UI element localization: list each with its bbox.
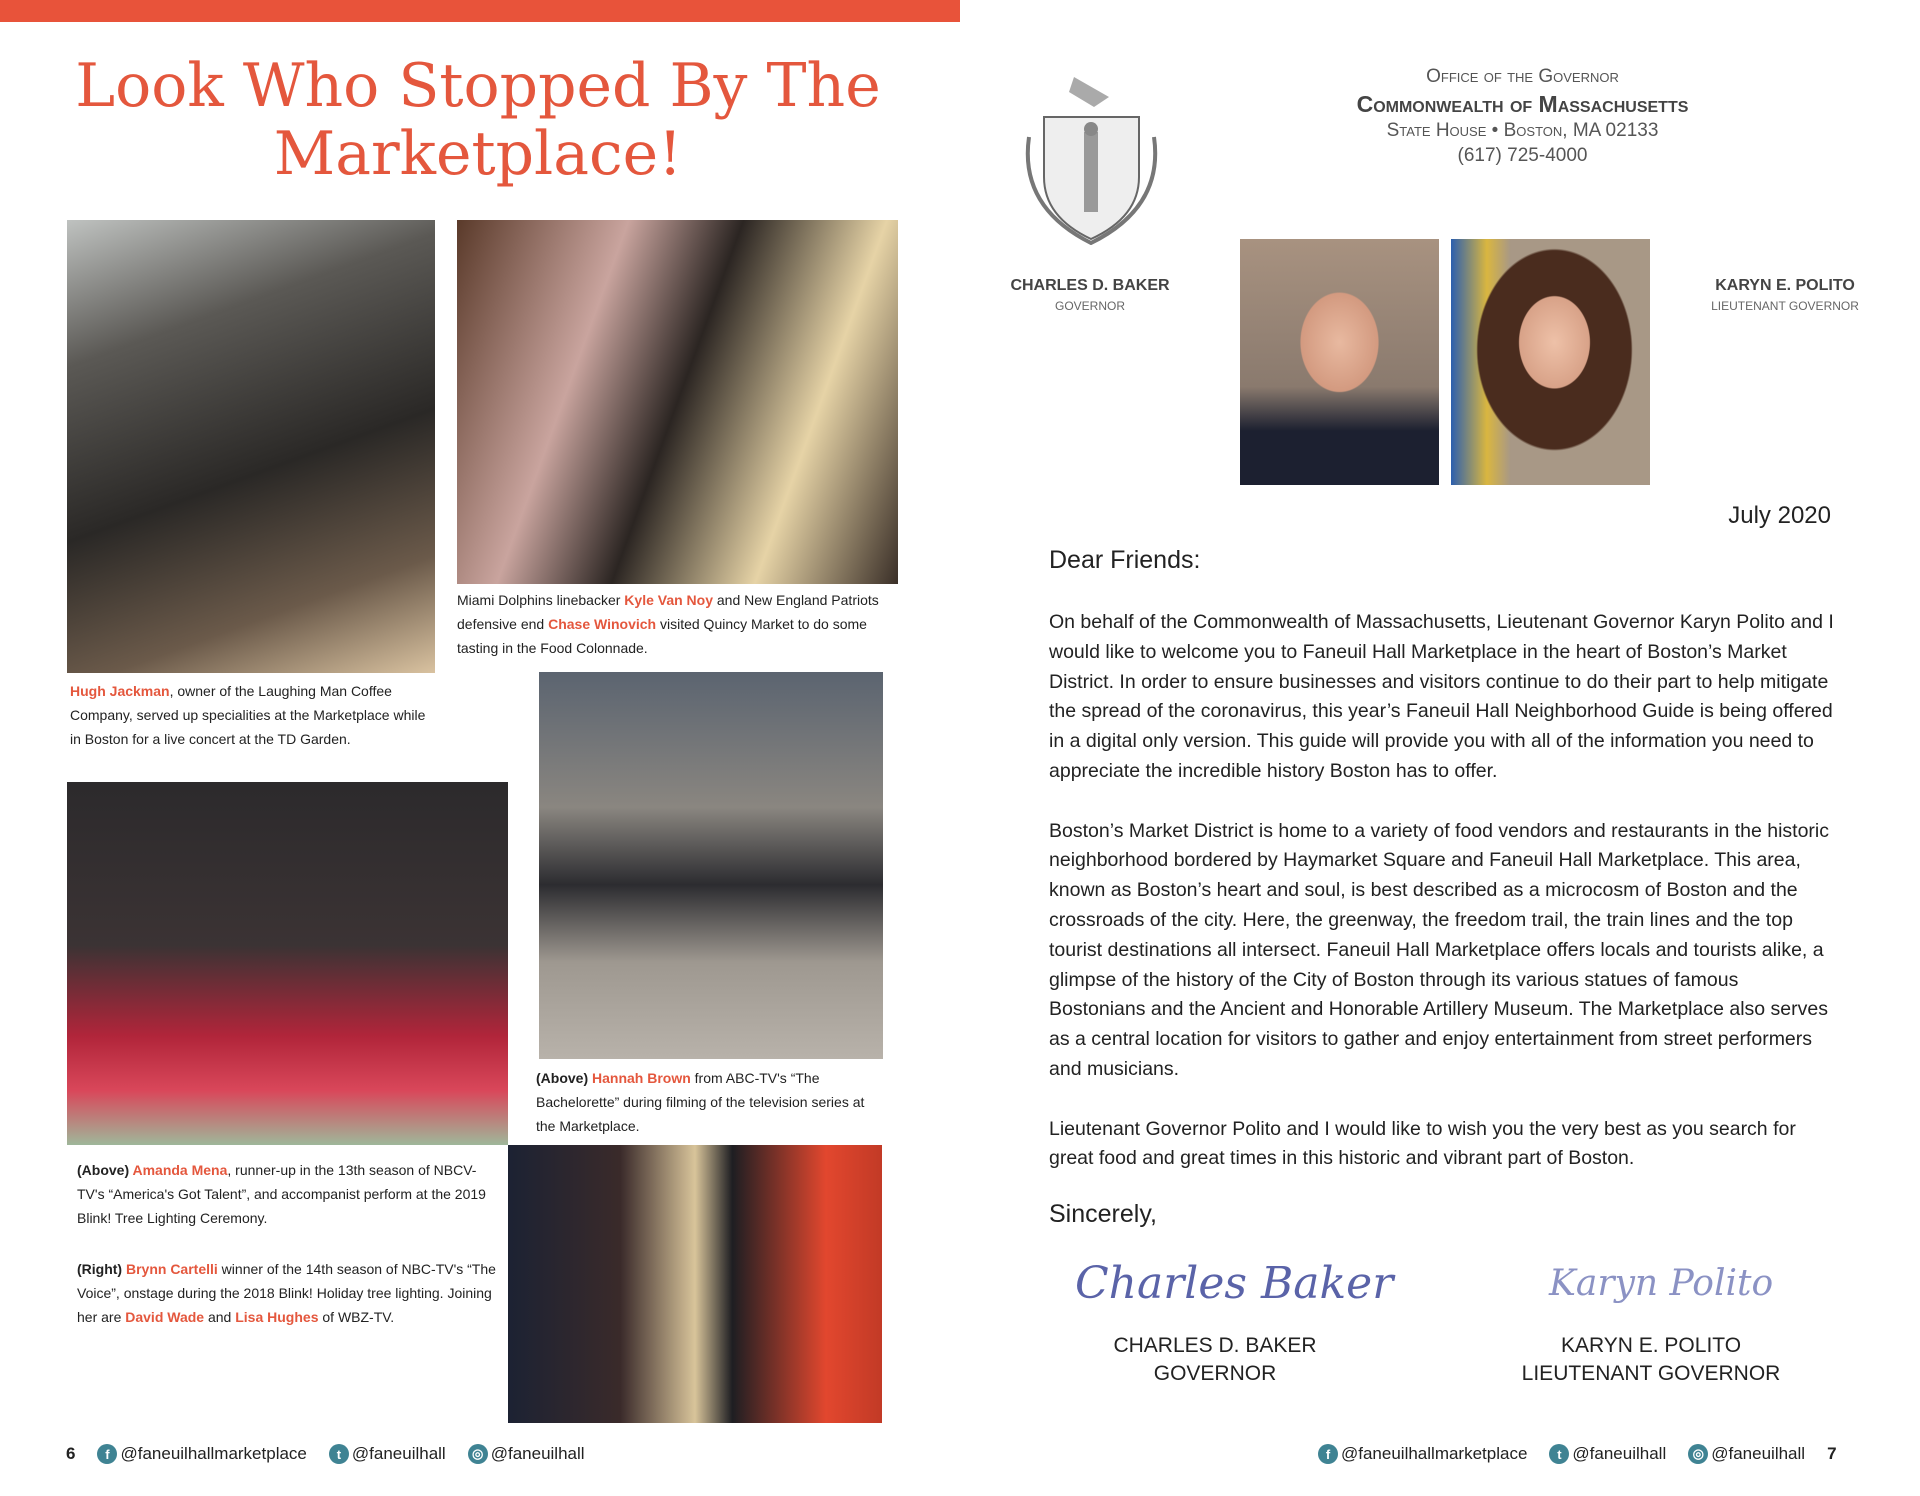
letter-date: July 2020 — [1728, 502, 1831, 529]
signer-baker: CHARLES D. BAKER GOVERNOR — [1113, 1333, 1317, 1385]
caption-brynn-cartelli: (Right) Brynn Cartelli winner of the 14th season of NBC-TV's “The Voice”, onstage during the 2018 Blink! Holiday tree lighting. Joining her are David Wade and Lisa Hughes of WBZ-TV. — [77, 1261, 496, 1325]
signer-polito: KARYN E. POLITO LIEUTENANT GOVERNOR — [1521, 1333, 1781, 1385]
twitter-link[interactable]: t @faneuilhall — [1549, 1444, 1666, 1464]
letter-body — [1049, 608, 1839, 1388]
letterhead-office: Office of the Governor — [1426, 66, 1619, 87]
title-line-2: Marketplace! — [273, 119, 683, 189]
caption-jackman: Hugh Jackman, owner of the Laughing Man Coffee Company, served up specialities at the Marketplace while in Boston for a live concert at the TD Garden. — [70, 683, 426, 747]
photo-brynn-cartelli — [508, 1145, 882, 1423]
twitter-icon: t — [1549, 1444, 1569, 1464]
title-line-1: Look Who Stopped By The — [75, 51, 881, 121]
photo-lt-governor-polito — [1451, 239, 1650, 485]
facebook-icon: f — [97, 1444, 117, 1464]
facebook-link[interactable]: f @faneuilhallmarketplace — [97, 1444, 306, 1464]
lt-governor-label: KARYN E. POLITO LIEUTENANT GOVERNOR — [1711, 277, 1859, 313]
twitter-icon: t — [329, 1444, 349, 1464]
photo-van-noy-winovich — [457, 220, 898, 584]
footer-left — [52, 1444, 599, 1464]
letter-paragraph: On behalf of the Commonwealth of Massachusetts, Lieutenant Governor Karyn Polito and I would like to welcome you to Faneuil Hall Marketplace in the heart of Boston’s Market District. In order to ensure businesses and visitors continue to do their part to help mitigate the spread of the coronavirus, this year’s Faneuil Hall Neighborhood Guide is being offered in a digital only version. This guide will provide you with all of the information you need to appreciate the incredible history Boston has to offer. — [1049, 611, 1834, 782]
letterhead-address: State House • Boston, MA 02133 — [1386, 120, 1659, 141]
signature-row — [1049, 1244, 1839, 1332]
letterhead-phone: (617) 725-4000 — [1457, 145, 1588, 166]
signature-baker: Charles Baker — [1075, 1257, 1394, 1309]
top-accent-bar — [0, 0, 960, 22]
governor-label: CHARLES D. BAKER GOVERNOR — [1010, 277, 1170, 313]
massachusetts-seal — [1014, 67, 1169, 245]
photo-hannah-brown — [539, 672, 883, 1059]
instagram-icon: ◎ — [468, 1444, 488, 1464]
photo-governor-baker — [1240, 239, 1439, 485]
caption-hannah-brown: (Above) Hannah Brown from ABC-TV's “The Bachelorette” during filming of the television series at the Marketplace. — [536, 1070, 865, 1134]
signature-polito: Karyn Polito — [1549, 1262, 1774, 1304]
letterhead-commonwealth: Commonwealth of Massachusetts — [1356, 91, 1689, 117]
letter-paragraph: Lieutenant Governor Polito and I would like to wish you the very best as you search for great food and great times in this historic and vibrant part of Boston. — [1049, 1117, 1796, 1170]
letter-salutation: Dear Friends: — [1049, 546, 1201, 574]
caption-amanda-mena: (Above) Amanda Mena, runner-up in the 13th season of NBCV-TV's “America's Got Talent”, and accompanist perform at the 2019 Blink! Tree Lighting Ceremony. — [77, 1162, 486, 1226]
instagram-link[interactable]: ◎ @faneuilhall — [1688, 1444, 1805, 1464]
instagram-icon: ◎ — [1688, 1444, 1708, 1464]
page-title — [40, 52, 916, 188]
page-number: 6 — [66, 1444, 76, 1463]
caption-van-noy: Miami Dolphins linebacker Kyle Van Noy and New England Patriots defensive end Chase Winovich visited Quincy Market to do some tasting in the Food Colonnade. — [457, 592, 879, 656]
twitter-link[interactable]: t @faneuilhall — [329, 1444, 446, 1464]
facebook-link[interactable]: f @faneuilhallmarketplace — [1318, 1444, 1527, 1464]
facebook-icon: f — [1318, 1444, 1338, 1464]
signer-names — [1015, 1332, 1851, 1388]
page-number: 7 — [1827, 1444, 1837, 1463]
letter-paragraph: Boston’s Market District is home to a variety of food vendors and restaurants in the historic neighborhood bordered by Haymarket Square and Faneuil Hall Marketplace. This area, known as Boston’s heart and soul, is best described as a microcosm of Boston and the crossroads of the city. Here, the greenway, the freedom trail, the train lines and the top tourist destinations all intersect. Faneuil Hall Marketplace offers locals and tourists alike, a glimpse of the history of the City of Boston through its various statues of famous Bostonians and the Ancient and Honorable Artillery Museum. The Marketplace also serves as a central location for visitors to gather and enjoy entertainment from street performers and musicians. — [1049, 819, 1829, 1080]
letterhead — [1250, 64, 1795, 168]
photo-amanda-mena — [67, 782, 508, 1145]
instagram-link[interactable]: ◎ @faneuilhall — [468, 1444, 585, 1464]
photo-hugh-jackman — [67, 220, 435, 673]
footer-right — [1318, 1444, 1851, 1464]
letter-closing: Sincerely, — [1049, 1199, 1157, 1228]
